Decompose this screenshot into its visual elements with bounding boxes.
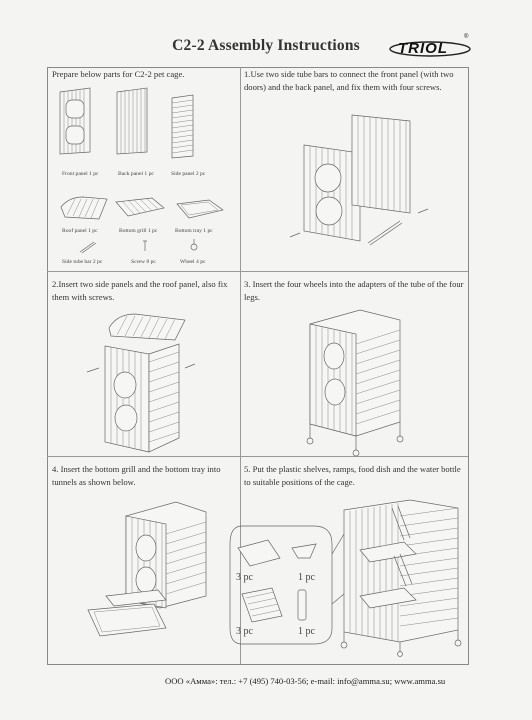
accessory-qty-ramp: 3 pc xyxy=(236,626,253,637)
step-5-text: 5. Put the plastic shelves, ramps, food dish and the water bottle to suitable positions of the cage. xyxy=(244,464,461,487)
side-panel-illustration xyxy=(171,94,195,160)
part-caption-front-panel: Front panel 1 pc xyxy=(62,171,99,177)
side-tube-bar-illustration xyxy=(78,240,98,254)
part-caption-side-tube-bar: Side tube bar 2 pc xyxy=(62,259,103,265)
back-panel-illustration xyxy=(115,86,149,156)
part-caption-bottom-grill: Bottom grill 1 pc xyxy=(119,228,158,234)
step-3-text: 3. Insert the four wheels into the adapters of the tube of the four legs. xyxy=(244,279,464,302)
step-2-illustration xyxy=(95,310,215,460)
page-title: C2-2 Assembly Instructions xyxy=(172,37,360,54)
accessory-qty-water-bottle: 1 pc xyxy=(298,626,315,637)
part-caption-side-panel: Side panel 2 pc xyxy=(171,171,206,177)
logo-text: TRIOL xyxy=(398,40,448,57)
roof-panel-illustration xyxy=(59,195,109,221)
bottom-tray-illustration xyxy=(175,198,225,220)
step-1-illustration xyxy=(292,113,442,253)
grid-divider-row-1 xyxy=(47,271,468,272)
part-caption-bottom-tray: Bottom tray 1 pc xyxy=(175,228,213,234)
part-caption-roof-panel: Roof panel 1 pc xyxy=(62,228,98,234)
contact-footer: ООО «Амма»: тел.: +7 (495) 740-03-56; e-mail: info@amma.su; www.amma.su xyxy=(165,676,446,686)
wheel-illustration xyxy=(189,238,199,252)
screw-illustration xyxy=(141,240,149,252)
step-1-text: 1.Use two side tube bars to connect the front panel (with two doors) and the back panel, and fix them with four screws. xyxy=(244,69,454,92)
part-caption-wheel: Wheel 4 pc xyxy=(180,259,206,265)
brand-logo xyxy=(388,34,470,59)
part-caption-back-panel: Back panel 1 pc xyxy=(118,171,154,177)
step-4-text: 4. Insert the bottom grill and the bottom tray into tunnels as shown below. xyxy=(52,464,221,487)
bottom-grill-illustration xyxy=(114,196,166,218)
step-2-text: 2.Insert two side panels and the roof panel, also fix them with screws. xyxy=(52,279,228,302)
front-panel-illustration xyxy=(58,86,92,156)
logo-trademark: ® xyxy=(464,34,469,40)
parts-heading: Prepare below parts for C2-2 pet cage. xyxy=(52,69,185,79)
step-4-illustration xyxy=(80,496,210,646)
step-3-illustration xyxy=(300,304,420,454)
accessory-qty-food-dish: 1 pc xyxy=(298,572,315,583)
part-caption-screw: Screw 8 pc xyxy=(131,259,156,265)
accessory-qty-shelf: 3 pc xyxy=(236,572,253,583)
step-5-illustration xyxy=(340,496,464,656)
